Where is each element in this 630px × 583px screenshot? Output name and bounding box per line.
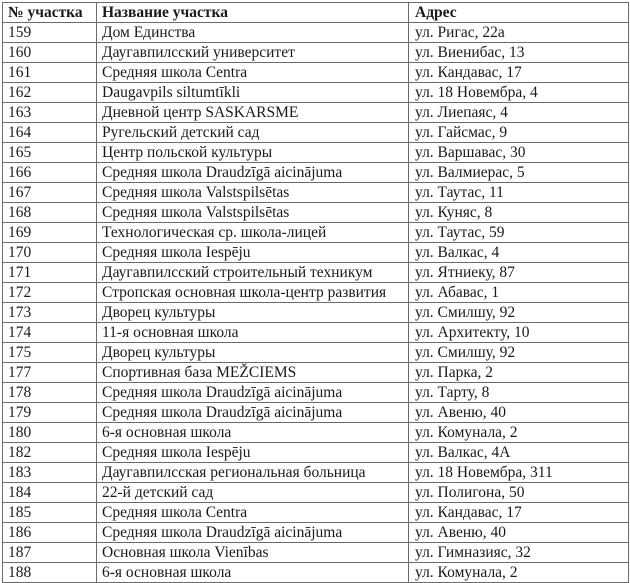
table-body [3, 23, 629, 583]
address-cell: ул. Гайсмас, 9 [409, 123, 629, 143]
station-name-cell: Спортивная база MEŽCIEMS [97, 363, 409, 383]
address-cell: ул. Комунала, 2 [409, 423, 629, 443]
table-row [3, 83, 629, 103]
table-row [3, 283, 629, 303]
address-cell: ул. Варшавас, 30 [409, 143, 629, 163]
table-row [3, 423, 629, 443]
station-number-cell: 164 [3, 123, 97, 143]
station-number-cell: 172 [3, 283, 97, 303]
station-number-cell: 167 [3, 183, 97, 203]
station-name-cell: Дневной центр SASKARSME [97, 103, 409, 123]
address-cell: ул. Архитекту, 10 [409, 323, 629, 343]
station-number-cell: 182 [3, 443, 97, 463]
address-cell: ул. Ригас, 22а [409, 23, 629, 43]
address-cell: ул. Ятниеку, 87 [409, 263, 629, 283]
station-name-cell: Средняя школа Iespēju [97, 443, 409, 463]
table-row [3, 43, 629, 63]
station-name-cell: Daugavpils siltumtīkli [97, 83, 409, 103]
table-row [3, 563, 629, 583]
table-row [3, 223, 629, 243]
station-number-cell: 174 [3, 323, 97, 343]
station-name-cell: Технологическая ср. школа-лицей [97, 223, 409, 243]
station-number-cell: 162 [3, 83, 97, 103]
table-row [3, 463, 629, 483]
station-name-cell: Даугавпилсская региональная больница [97, 463, 409, 483]
station-name-cell: Стропская основная школа-центр развития [97, 283, 409, 303]
address-cell: ул. Таутас, 59 [409, 223, 629, 243]
station-number-cell: 161 [3, 63, 97, 83]
station-name-cell: Средняя школа Iespēju [97, 243, 409, 263]
station-number-cell: 187 [3, 543, 97, 563]
table-header-row [3, 3, 629, 23]
station-number-cell: 171 [3, 263, 97, 283]
station-number-cell: 175 [3, 343, 97, 363]
address-cell: ул. Авеню, 40 [409, 523, 629, 543]
table-row [3, 63, 629, 83]
station-name-cell: Средняя школа Draudzīgā aicinājuma [97, 163, 409, 183]
station-number-cell: 160 [3, 43, 97, 63]
table-row [3, 323, 629, 343]
station-number-cell: 165 [3, 143, 97, 163]
table-row [3, 363, 629, 383]
station-number-cell: 159 [3, 23, 97, 43]
station-name-cell: Средняя школа Centra [97, 63, 409, 83]
station-number-cell: 168 [3, 203, 97, 223]
address-cell: ул. 18 Новембра, 4 [409, 83, 629, 103]
station-number-cell: 166 [3, 163, 97, 183]
station-number-cell: 179 [3, 403, 97, 423]
table-row [3, 23, 629, 43]
station-number-cell: 169 [3, 223, 97, 243]
station-name-cell: Центр польской культуры [97, 143, 409, 163]
header-station-name: Название участка [97, 3, 409, 23]
table-row [3, 303, 629, 323]
table-row [3, 403, 629, 423]
table-row [3, 383, 629, 403]
table-row [3, 103, 629, 123]
station-name-cell: 22-й детский сад [97, 483, 409, 503]
address-cell: ул. Гимназияс, 32 [409, 543, 629, 563]
address-cell: ул. Смилшу, 92 [409, 303, 629, 323]
address-cell: ул. Валкас, 4А [409, 443, 629, 463]
address-cell: ул. Кандавас, 17 [409, 63, 629, 83]
station-name-cell: Основная школа Vienības [97, 543, 409, 563]
address-cell: ул. Кандавас, 17 [409, 503, 629, 523]
station-name-cell: Ругельский детский сад [97, 123, 409, 143]
address-cell: ул. Лиепаяс, 4 [409, 103, 629, 123]
station-number-cell: 177 [3, 363, 97, 383]
table-row [3, 183, 629, 203]
station-number-cell: 185 [3, 503, 97, 523]
station-name-cell: Средняя школа Valstspilsētas [97, 183, 409, 203]
station-number-cell: 186 [3, 523, 97, 543]
station-name-cell: Дворец культуры [97, 303, 409, 323]
station-name-cell: 6-я основная школа [97, 563, 409, 583]
table-row [3, 443, 629, 463]
table-row [3, 123, 629, 143]
address-cell: ул. Валмиерас, 5 [409, 163, 629, 183]
address-cell: ул. Виенибас, 13 [409, 43, 629, 63]
address-cell: ул. Куняс, 8 [409, 203, 629, 223]
table-row [3, 163, 629, 183]
table-row [3, 543, 629, 563]
station-number-cell: 163 [3, 103, 97, 123]
station-name-cell: 11-я основная школа [97, 323, 409, 343]
station-number-cell: 180 [3, 423, 97, 443]
table-row [3, 523, 629, 543]
station-name-cell: Средняя школа Draudzīgā aicinājuma [97, 383, 409, 403]
table-row [3, 483, 629, 503]
address-cell: ул. 18 Новембра, 311 [409, 463, 629, 483]
table-row [3, 503, 629, 523]
address-cell: ул. Полигона, 50 [409, 483, 629, 503]
address-cell: ул. Валкас, 4 [409, 243, 629, 263]
address-cell: ул. Авеню, 40 [409, 403, 629, 423]
address-cell: ул. Таутас, 11 [409, 183, 629, 203]
address-cell: ул. Тарту, 8 [409, 383, 629, 403]
station-name-cell: 6-я основная школа [97, 423, 409, 443]
station-name-cell: Даугавпилсский строительный техникум [97, 263, 409, 283]
table-row [3, 143, 629, 163]
station-name-cell: Даугавпилсский университет [97, 43, 409, 63]
address-cell: ул. Парка, 2 [409, 363, 629, 383]
station-name-cell: Средняя школа Centra [97, 503, 409, 523]
station-name-cell: Дом Единства [97, 23, 409, 43]
table-row [3, 343, 629, 363]
address-cell: ул. Смилшу, 92 [409, 343, 629, 363]
station-number-cell: 178 [3, 383, 97, 403]
station-number-cell: 188 [3, 563, 97, 583]
station-name-cell: Средняя школа Valstspilsētas [97, 203, 409, 223]
address-cell: ул. Комунала, 2 [409, 563, 629, 583]
station-number-cell: 183 [3, 463, 97, 483]
address-cell: ул. Абавас, 1 [409, 283, 629, 303]
station-name-cell: Дворец культуры [97, 343, 409, 363]
station-number-cell: 173 [3, 303, 97, 323]
header-address: Адрес [409, 3, 629, 23]
table-row [3, 243, 629, 263]
header-station-number: № участка [3, 3, 97, 23]
station-number-cell: 184 [3, 483, 97, 503]
table-row [3, 263, 629, 283]
table-row [3, 203, 629, 223]
station-name-cell: Средняя школа Draudzīgā aicinājuma [97, 523, 409, 543]
polling-stations-table [2, 2, 629, 583]
station-number-cell: 170 [3, 243, 97, 263]
station-name-cell: Средняя школа Draudzīgā aicinājuma [97, 403, 409, 423]
